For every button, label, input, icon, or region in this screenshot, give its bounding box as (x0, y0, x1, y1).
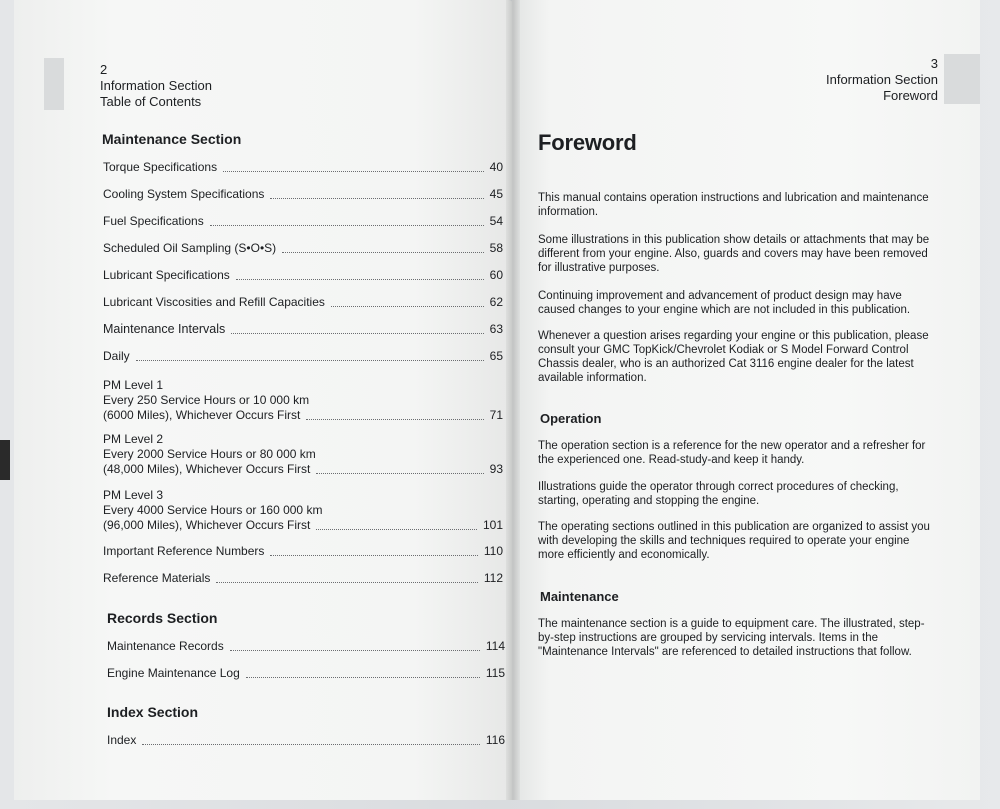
pm-level-interval-cont: (6000 Miles), Whichever Occurs First (103, 408, 301, 422)
maintenance-heading: Maintenance (540, 589, 619, 604)
toc-entry-label: Engine Maintenance Log (107, 666, 240, 680)
records-section-heading: Records Section (107, 610, 218, 626)
leader-dots (282, 251, 483, 253)
toc-entry-page: 40 (489, 160, 503, 174)
toc-entry-page: 101 (482, 518, 503, 532)
toc-entry-page: 112 (483, 571, 503, 585)
leader-dots (306, 418, 483, 420)
leader-dots (331, 305, 484, 307)
leader-dots (316, 528, 477, 530)
toc-entry-page: 60 (489, 268, 503, 282)
toc-entry[interactable] (103, 322, 503, 337)
leader-dots (142, 743, 480, 745)
foreword-heading: Foreword (538, 130, 637, 155)
right-page-title: Foreword (883, 88, 938, 103)
pm-level-interval-cont: (96,000 Miles), Whichever Occurs First (103, 518, 311, 532)
toc-entry[interactable] (103, 241, 503, 256)
toc-entry-page: 115 (485, 666, 505, 680)
left-page-title: Table of Contents (100, 94, 202, 109)
binder-edge (0, 440, 10, 480)
foreword-paragraph: This manual contains operation instructions and lubrication and maintenance information. (538, 192, 929, 218)
toc-entry[interactable] (103, 187, 503, 202)
right-page-header (826, 56, 938, 104)
toc-entry-page: 58 (489, 241, 503, 255)
toc-entry-label: Scheduled Oil Sampling (S•O•S) (103, 241, 277, 255)
leader-dots (136, 359, 484, 361)
toc-entry-label: Reference Materials (103, 571, 211, 585)
right-page (512, 0, 980, 800)
foreword-paragraph: Whenever a question arises regarding your engine or this publication, please consult your GMC TopKick/Chevrolet Kodiak or S Model Forward Control Chassis dealer, who is an authorized Cat 3116 engine dealer for the latest available information. (538, 330, 929, 384)
leader-dots (270, 554, 477, 556)
toc-entry[interactable] (103, 544, 503, 559)
right-page-number: 3 (930, 56, 938, 71)
toc-entry-label: Maintenance Intervals (103, 322, 226, 336)
toc-entry-label: Daily (103, 349, 130, 363)
leader-dots (216, 581, 477, 583)
maintenance-section-heading: Maintenance Section (102, 131, 242, 147)
toc-entry-page: 54 (489, 214, 503, 228)
toc-entry-label: Lubricant Specifications (103, 268, 230, 282)
maintenance-paragraph: The maintenance section is a guide to equipment care. The illustrated, step-by-step instructions are grouped by servicing intervals. Items in the "Maintenance Intervals" are referenced to detailed instructions that follow. (538, 618, 925, 658)
toc-entry-page: 45 (489, 187, 503, 201)
toc-entry-pm-level[interactable] (103, 432, 503, 477)
toc-entry-label: Maintenance Records (107, 639, 224, 653)
leader-dots (246, 676, 480, 678)
left-page-section: Information Section (100, 78, 213, 93)
toc-entry-page: 65 (489, 349, 503, 363)
toc-entry[interactable] (103, 349, 503, 364)
pm-level-interval: Every 2000 Service Hours or 80 000 km (103, 447, 316, 461)
book-spine (506, 0, 520, 800)
toc-entry-label: Cooling System Specifications (103, 187, 265, 201)
toc-entry-page: 110 (483, 544, 503, 558)
toc-entry[interactable] (107, 666, 505, 681)
toc-entry-label: Index (107, 733, 137, 747)
pm-level-name: PM Level 2 (103, 432, 164, 446)
leader-dots (230, 649, 480, 651)
pm-level-interval: Every 4000 Service Hours or 160 000 km (103, 503, 323, 517)
toc-entry-page: 71 (489, 408, 503, 422)
leader-dots (223, 170, 484, 172)
leader-dots (316, 472, 483, 474)
toc-entry[interactable] (103, 214, 503, 229)
toc-entry[interactable] (103, 160, 503, 175)
leader-dots (210, 224, 484, 226)
toc-entry-label: Important Reference Numbers (103, 544, 265, 558)
toc-entry[interactable] (107, 639, 505, 654)
left-tab-mark (44, 58, 64, 110)
right-tab-mark (944, 54, 980, 104)
operation-paragraph: Illustrations guide the operator through correct procedures of checking, starting, operating and stopping the engine. (538, 481, 899, 507)
operation-heading: Operation (540, 411, 602, 426)
toc-entry[interactable] (103, 571, 503, 586)
right-page-section: Information Section (825, 72, 938, 87)
toc-entry-pm-level[interactable] (103, 488, 503, 533)
toc-entry-page: 116 (485, 733, 505, 747)
foreword-paragraph: Some illustrations in this publication show details or attachments that may be different from your engine. Also, guards and covers may have been removed for illustrative purposes. (538, 234, 930, 274)
toc-entry-pm-level[interactable] (103, 378, 503, 423)
toc-entry-page: 63 (489, 322, 503, 336)
leader-dots (236, 278, 484, 280)
index-section-heading: Index Section (107, 704, 199, 720)
pm-level-name: PM Level 1 (103, 378, 164, 392)
toc-entry-label: Lubricant Viscosities and Refill Capacities (103, 295, 325, 309)
left-page-number: 2 (100, 62, 108, 77)
operation-paragraph: The operation section is a reference for the new operator and a refresher for the experienced one. Read-study-and keep it handy. (538, 440, 926, 466)
pm-level-interval: Every 250 Service Hours or 10 000 km (103, 393, 310, 407)
toc-entry-label: Torque Specifications (103, 160, 218, 174)
toc-entry[interactable] (103, 295, 503, 310)
toc-entry-label: Fuel Specifications (103, 214, 204, 228)
toc-entry-page: 62 (489, 295, 503, 309)
leader-dots (231, 332, 483, 334)
operation-paragraph: The operating sections outlined in this publication are organized to assist you with developing the skills and techniques required to operate your engine more efficiently and economically. (538, 521, 930, 561)
toc-entry-page: 114 (485, 639, 505, 653)
pm-level-name: PM Level 3 (103, 488, 164, 502)
toc-entry[interactable] (107, 733, 505, 748)
toc-entry[interactable] (103, 268, 503, 283)
left-page-header (100, 62, 212, 110)
foreword-paragraph: Continuing improvement and advancement of product design may have caused changes to your engine which are not included in this publication. (538, 290, 911, 316)
leader-dots (270, 197, 483, 199)
pm-level-interval-cont: (48,000 Miles), Whichever Occurs First (103, 462, 311, 476)
toc-entry-page: 93 (489, 462, 503, 476)
